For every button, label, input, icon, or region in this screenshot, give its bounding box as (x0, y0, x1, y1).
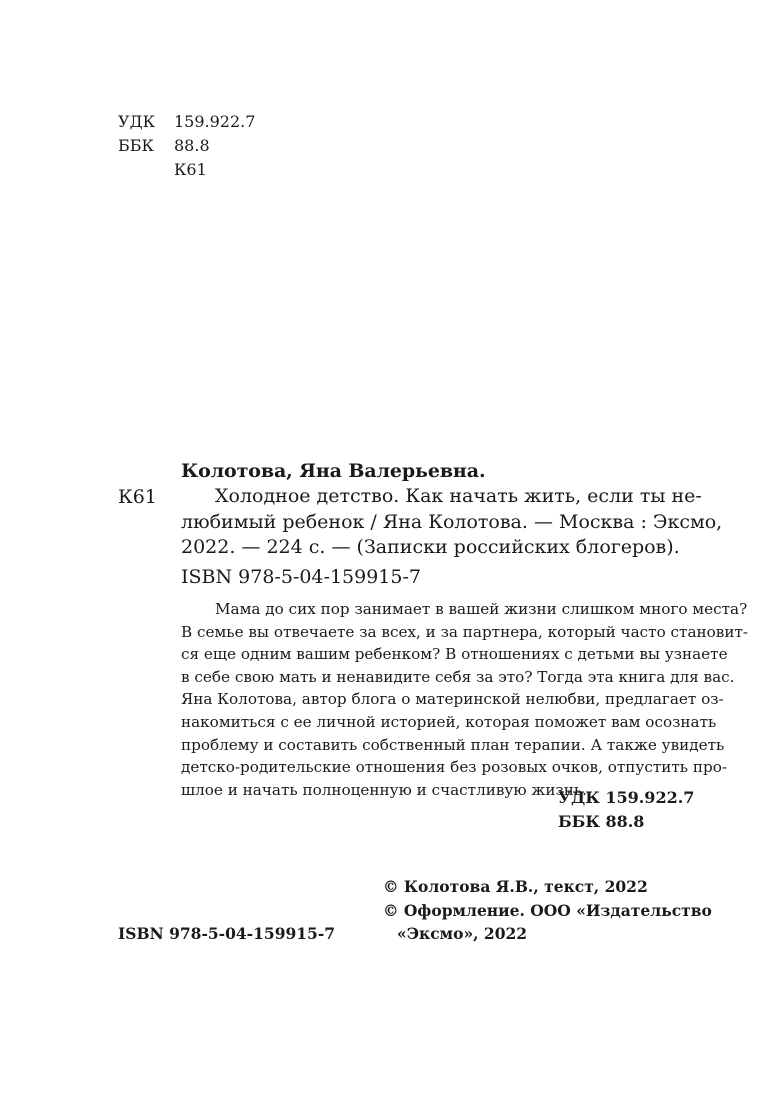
annotation (181, 598, 748, 801)
title-line: Холодное детство. Как начать жить, если ты не- (215, 485, 702, 507)
annotation-line: В семье вы отвечаете за всех, и за партнера, который часто становит- (181, 622, 748, 641)
bbk-value: 88.8 (174, 136, 210, 155)
annotation-line: детско-родительские отношения без розовых очков, отпустить про- (181, 758, 728, 777)
isbn-main: ISBN 978-5-04-159915-7 (181, 566, 421, 588)
bbk-label: ББК (118, 136, 154, 155)
annotation-line: шлое и начать полноценную и счастливую жизнь. (181, 780, 587, 799)
title-line: 2022. — 224 с. — (Записки российских блогеров). (181, 536, 680, 558)
annotation-line: проблему и составить собственный план терапии. А также увидеть (181, 735, 725, 754)
annotation-line: Яна Колотова, автор блога о материнской нелюбви, предлагает оз- (181, 690, 724, 709)
bbk-bottom: ББК 88.8 (558, 812, 645, 831)
title-description (181, 484, 723, 561)
author-name: Колотова, Яна Валерьевна. (181, 460, 486, 482)
copyright-design: © Оформление. ООО «Издательство (383, 901, 712, 920)
annotation-line: в себе свою мать и ненавидите себя за это? Тогда эта книга для вас. (181, 667, 735, 686)
author-mark-top: К61 (174, 160, 207, 179)
annotation-line: ся еще одним вашим ребенком? В отношениях с детьми вы узнаете (181, 645, 728, 664)
isbn-bottom: ISBN 978-5-04-159915-7 (118, 924, 336, 943)
udk-bottom: УДК 159.922.7 (558, 788, 695, 807)
copyright-text: © Колотова Я.В., текст, 2022 (383, 877, 648, 896)
author-mark: К61 (118, 486, 157, 508)
annotation-line: накомиться с ее личной историей, которая поможет вам осознать (181, 712, 717, 731)
copyright-design-cont: «Эксмо», 2022 (397, 924, 528, 943)
udk-value: 159.922.7 (174, 112, 256, 131)
annotation-line: Мама до сих пор занимает в вашей жизни слишком много места? (215, 600, 748, 618)
title-line: любимый ребенок / Яна Колотова. — Москва : Эксмо, (181, 510, 723, 533)
udk-label: УДК (118, 112, 155, 131)
